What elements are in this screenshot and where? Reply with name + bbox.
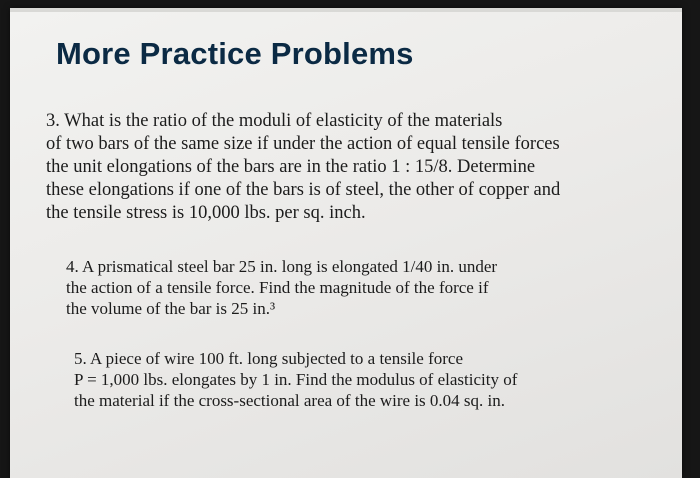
problem-3-line: the tensile stress is 10,000 lbs. per sq. inch. [46,203,366,223]
slide-top-border [10,8,682,12]
problem-3 [46,110,560,225]
problem-5-line: the material if the cross-sectional area of the wire is 0.04 sq. in. [74,391,505,410]
problem-4-line: the volume of the bar is 25 in.³ [66,299,276,318]
problem-3-line: these elongations if one of the bars is of steel, the other of copper and [46,180,561,200]
problem-3-line: of two bars of the same size if under the action of equal tensile forces [46,134,560,154]
problem-3-line: 3. What is the ratio of the moduli of elasticity of the materials [46,111,503,131]
slide-title: More Practice Problems [56,36,414,71]
problem-4-line: the action of a tensile force. Find the magnitude of the force if [66,278,489,297]
problem-5 [74,348,517,411]
problem-5-line: 5. A piece of wire 100 ft. long subjected to a tensile force [74,349,463,368]
problem-3-line: the unit elongations of the bars are in the ratio 1 : 15/8. Determine [46,157,536,177]
problem-4 [66,256,497,319]
problem-4-line: 4. A prismatical steel bar 25 in. long is elongated 1/40 in. under [66,257,498,276]
slide [10,8,682,478]
problem-5-line: P = 1,000 lbs. elongates by 1 in. Find the modulus of elasticity of [74,370,518,389]
